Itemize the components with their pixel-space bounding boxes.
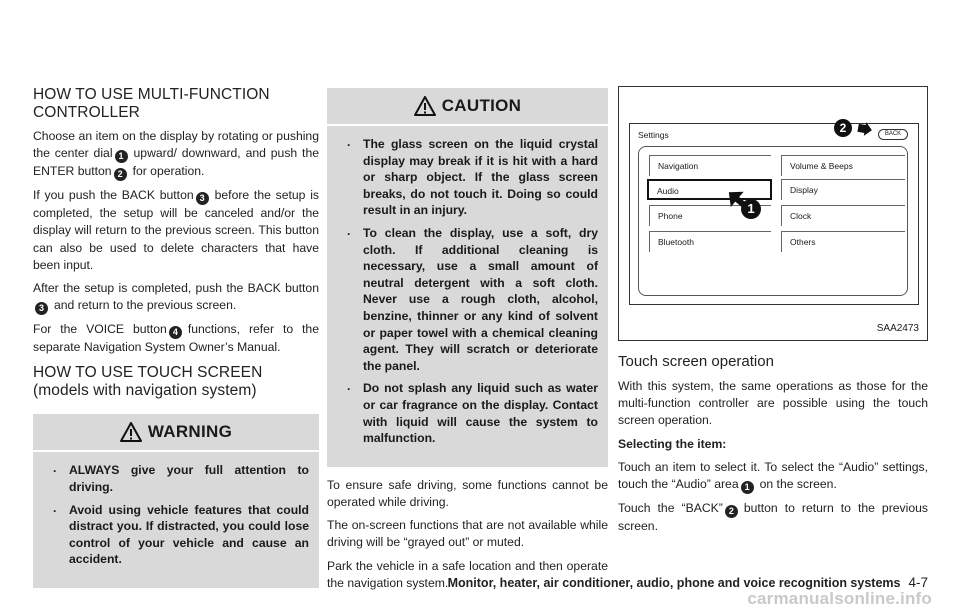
paragraph-voice-button — [33, 321, 319, 356]
back-button[interactable] — [878, 129, 908, 140]
list-item: . To clean the display, use a soft, dry cloth. If additional cleaning is necessary, use a small amount of neutral detergent with a soft cloth. Never use a rough cloth, alcohol, benzine, thinner or any kind of solvent or paper towel with a chemical cleaning agent. They will scratch or deteriorate the panel. — [337, 225, 598, 374]
section-title-multifunction — [33, 86, 319, 122]
paragraph-touch-back — [618, 500, 928, 535]
paragraph-choose-item — [33, 128, 319, 181]
text: After the setup is completed, push the BACK button — [33, 281, 319, 296]
list-item: . Do not splash any liquid such as water or car fragrance on the display. Contact with liquid will cause the system to malfunction. — [337, 380, 598, 446]
arrow-right-icon — [857, 122, 873, 136]
settings-screen-figure — [618, 86, 928, 341]
selecting-item-heading: Selecting the item: — [618, 436, 727, 451]
back-label: BACK — [884, 131, 902, 137]
caution-box — [327, 88, 608, 467]
callout-number: 3 — [196, 192, 209, 205]
warning-label: WARNING — [147, 422, 233, 442]
caution-list — [337, 136, 598, 447]
subtitle: (models with navigation system) — [33, 382, 257, 400]
text: button to return to the previous screen. — [618, 501, 928, 534]
watermark: carmanualsonline.info — [747, 589, 932, 608]
menu-item-navigation[interactable]: Navigation — [649, 155, 771, 176]
display-screen — [629, 123, 919, 305]
text: Choose an item on the display by rotating or pushing the center dial — [33, 129, 319, 161]
text: for operation. — [132, 164, 205, 179]
menu-item-phone[interactable]: Phone — [649, 205, 771, 226]
paragraph-back-button — [33, 187, 319, 274]
title-line-2: CONTROLLER — [33, 104, 140, 121]
warning-icon — [120, 422, 142, 442]
text: functions, refer to the separate Navigation System Owner’s Manual. — [33, 322, 319, 355]
warning-title — [33, 414, 319, 452]
middle-column — [327, 88, 608, 592]
text: For the VOICE button — [33, 322, 167, 337]
list-item: . The glass screen on the liquid crystal display may break if it is hit with a hard or sharp object. If the glass screen breaks, do not touch it. Doing so could result in an injury. — [337, 136, 598, 219]
left-column — [33, 86, 319, 588]
callout-number: 1 — [115, 150, 128, 163]
right-column — [618, 0, 928, 535]
list-item: . ALWAYS give your full attention to driving. — [43, 462, 309, 495]
paragraph-select-audio — [618, 459, 928, 494]
menu-item-bluetooth[interactable]: Bluetooth — [649, 231, 771, 252]
caution-title — [327, 88, 608, 126]
callout-number: 2 — [114, 168, 127, 181]
settings-menu — [638, 146, 908, 296]
title-line-1: HOW TO USE MULTI-FUNCTION — [33, 86, 270, 103]
text: on the screen. — [759, 477, 837, 492]
paragraph-after-setup — [33, 280, 319, 315]
menu-item-others[interactable]: Others — [781, 231, 905, 252]
callout-1: 1 — [741, 199, 761, 219]
callout-number: 3 — [35, 302, 48, 315]
callout-number: 4 — [169, 326, 182, 339]
warning-list — [43, 462, 309, 568]
screen-title: Settings — [638, 130, 669, 140]
list-item: . Avoid using vehicle features that could distract you. If distracted, you could lose control of your vehicle and cause an accident. — [43, 502, 309, 568]
menu-item-volume-beeps[interactable]: Volume & Beeps — [781, 155, 905, 176]
text: and return to the previous screen. — [54, 298, 237, 313]
text: upward/ downward, and push the ENTER button — [33, 146, 320, 179]
section-title-touch-operation: Touch screen operation — [618, 353, 774, 370]
text: If you push the BACK button — [33, 188, 194, 203]
figure-code: SAA2473 — [876, 323, 919, 334]
text: Touch the “BACK” — [618, 501, 723, 516]
paragraph-same-operations: With this system, the same operations as those for the multi-function controller are possible using the touch screen operation. — [618, 379, 928, 428]
paragraph-safe-driving: To ensure safe driving, some functions cannot be operated while driving. — [327, 477, 608, 509]
callout-2: 2 — [834, 119, 852, 137]
page-footer — [420, 575, 928, 590]
callout-number: 1 — [741, 481, 754, 494]
section-title-touch-screen — [33, 364, 319, 400]
paragraph-park-vehicle: Park the vehicle in a safe location and then operate the navigation system. — [327, 558, 608, 590]
menu-item-audio[interactable]: Audio — [647, 179, 772, 200]
warning-icon — [414, 96, 436, 116]
text: before the setup is completed, the setup will be canceled and/or the display will return to the previous screen. This button can also be used to delete characters that have been input. — [33, 188, 319, 272]
callout-number: 2 — [725, 505, 738, 518]
caution-label: CAUTION — [441, 96, 522, 115]
title-line-1: HOW TO USE TOUCH SCREEN — [33, 364, 263, 382]
paragraph-grayed-out: The on-screen functions that are not available while driving will be “grayed out” or muted. — [327, 518, 608, 550]
menu-item-clock[interactable]: Clock — [781, 205, 905, 226]
menu-item-display[interactable]: Display — [781, 179, 905, 200]
chapter-title: Monitor, heater, air conditioner, audio, phone and voice recognition systems — [447, 576, 901, 590]
text: Touch an item to select it. To select the “Audio” settings, touch the “Audio” area — [618, 459, 928, 492]
warning-box — [33, 414, 319, 588]
page-number: 4-7 — [908, 575, 928, 590]
